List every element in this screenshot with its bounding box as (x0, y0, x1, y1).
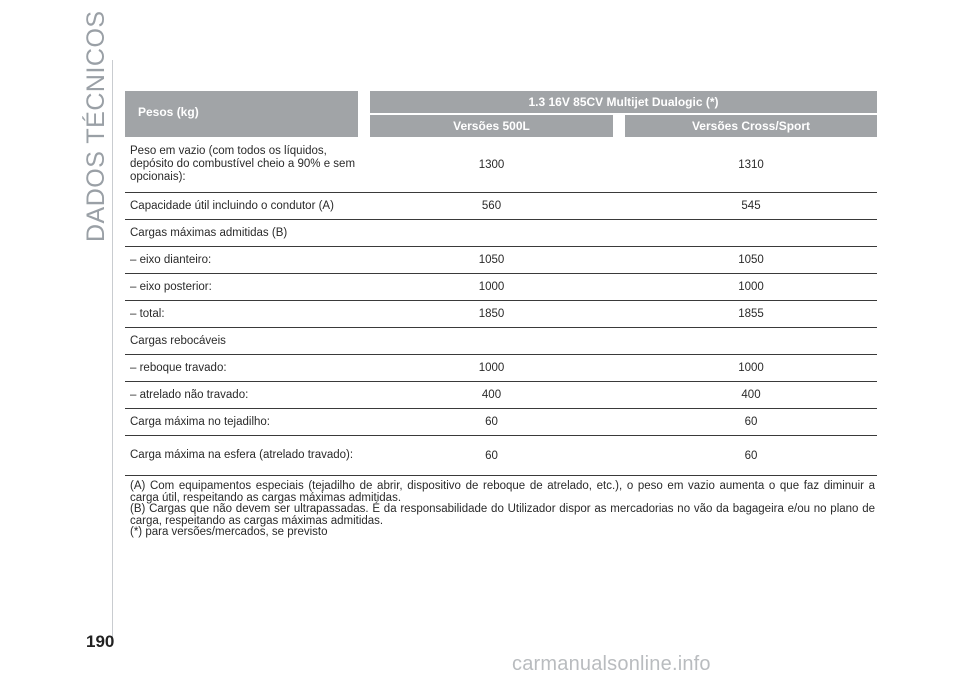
row-value-cross-sport: 1310 (738, 158, 764, 171)
table-header (125, 91, 877, 137)
row-value-cross-sport: 400 (741, 389, 761, 401)
row-value-500l: 400 (481, 389, 502, 401)
table-row (125, 409, 877, 436)
table-row (125, 220, 877, 247)
row-label: – reboque travado: (130, 361, 227, 374)
row-value-500l: 60 (485, 416, 498, 428)
row-value-500l: 1050 (478, 254, 505, 266)
row-value-500l: 60 (485, 449, 498, 462)
table-row (125, 137, 877, 193)
table-row (125, 247, 877, 274)
row-value-cross-sport: 1000 (738, 362, 764, 374)
footnote-a: (A) Com equipamentos especiais (tejadilho de abrir, dispositivo de reboque de atrelado, etc.), o peso em vazio aumenta o que faz diminuir a carga útil, respeitando as cargas máximas admitidas. (130, 480, 875, 504)
table-row (125, 382, 877, 409)
header-version-500l: Versões 500L (370, 115, 613, 137)
row-value-cross-sport (625, 220, 877, 246)
row-label: – total: (130, 307, 165, 320)
table-row (125, 328, 877, 355)
row-label: Cargas rebocáveis (130, 334, 226, 347)
section-title: DADOS TÉCNICOS (82, 10, 110, 242)
row-value-cross-sport: 1855 (738, 308, 764, 320)
header-version-cross-sport: Versões Cross/Sport (625, 115, 877, 137)
footnote-asterisk: (*) para versões/mercados, se previsto (130, 526, 328, 538)
row-value-500l: 560 (481, 200, 502, 212)
watermark: carmanualsonline.info (512, 653, 711, 675)
row-label: – eixo dianteiro: (130, 253, 212, 266)
weights-table (125, 91, 877, 476)
table-row (125, 436, 877, 476)
row-label: Peso em vazio (com todos os líquidos, depósito do combustível cheio a 90% e sem opcionais): (130, 145, 356, 183)
row-label: Capacidade útil incluindo o condutor (A) (130, 199, 334, 212)
footnotes (130, 481, 875, 539)
row-label: Carga máxima na esfera (atrelado travado): (130, 449, 354, 461)
side-divider (112, 60, 113, 638)
page-number: 190 (86, 632, 115, 651)
row-value-500l: 1000 (478, 362, 505, 374)
row-label: Cargas máximas admitidas (B) (130, 226, 288, 239)
table-row (125, 193, 877, 220)
row-label: Carga máxima no tejadilho: (130, 415, 270, 428)
row-value-cross-sport: 1000 (738, 281, 764, 293)
row-value-500l: 1850 (478, 308, 505, 320)
row-value-cross-sport: 60 (744, 449, 758, 462)
header-engine: 1.3 16V 85CV Multijet Dualogic (*) (370, 91, 877, 113)
row-value-cross-sport (625, 328, 877, 354)
row-value-cross-sport: 1050 (738, 254, 764, 266)
footnote-b: (B) Cargas que não devem ser ultrapassadas. É da responsabilidade do Utilizador dispor as mercadorias no vão da bagageira e/ou no plano de carga, respeitando as cargas máximas admitidas. (130, 503, 875, 527)
row-value-cross-sport: 60 (744, 416, 758, 428)
table-row (125, 274, 877, 301)
table-row (125, 355, 877, 382)
row-value-500l (370, 328, 613, 354)
table-row (125, 301, 877, 328)
header-label: Pesos (kg) (125, 91, 358, 137)
row-value-500l: 1300 (478, 158, 505, 171)
row-label: – eixo posterior: (130, 280, 212, 293)
row-value-cross-sport: 545 (741, 200, 761, 212)
row-label: – atrelado não travado: (130, 388, 249, 401)
row-value-500l (370, 220, 613, 246)
row-value-500l: 1000 (478, 281, 505, 293)
